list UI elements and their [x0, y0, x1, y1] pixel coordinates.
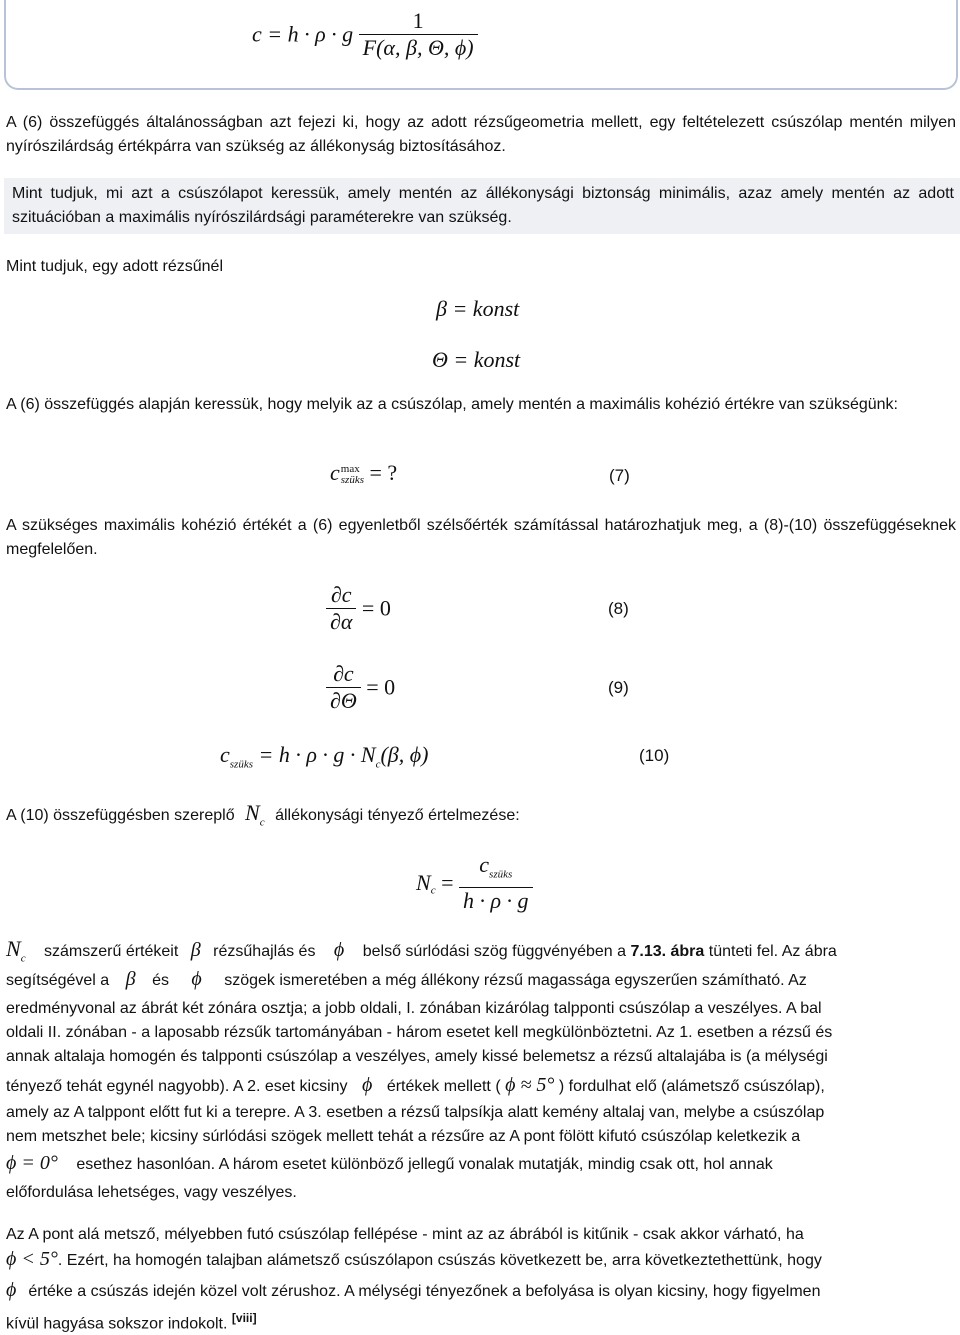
- eq10-rhs: = h · ρ · g · N: [258, 742, 376, 767]
- formula-numerator: 1: [359, 8, 478, 35]
- eq8-rhs: = 0: [361, 595, 391, 621]
- eqnc-den: h · ρ · g: [463, 888, 529, 914]
- p8-line-2: ϕ < 5°. Ezért, ha homogén talajban alámetsző csúszólapon csúszás következett be, arra következtethettünk, hogy: [6, 1248, 822, 1270]
- phi-approx-5: ϕ ≈ 5°: [505, 1074, 555, 1096]
- eq7-rhs: = ?: [369, 460, 398, 485]
- p7-line-6: tényező tehát egynél nagyobb). A 2. eset kicsiny ϕ értékek mellett ( ϕ ≈ 5° ) fordulhat elő (alámetsző csúszólap),: [6, 1074, 825, 1096]
- paragraph-1: A (6) összefüggés általánosságban azt fejezi ki, hogy az adott rézsűgeometria mellett, egy feltételezett csúszólap mentén milyen nyírószilárdság értékpárra van szükség az állékonyság biztosításához.: [6, 114, 956, 155]
- p8-line-4: kívül hagyása sokszor indokolt. [viii]: [6, 1311, 257, 1333]
- p7-s2: rézsűhajlás és: [213, 943, 316, 960]
- formula-lhs: c = h · ρ · g: [252, 21, 354, 47]
- equation-10-number: (10): [639, 746, 670, 765]
- equation-7-number: (7): [609, 466, 630, 485]
- p7-line-4: oldali II. zónában - a laposabb rézsűk tartományában - három esetet kell megkülönböztetni. Az 1. esetben a rézsű és: [6, 1024, 833, 1041]
- formula-denominator: F(α, β, Θ, ϕ): [362, 35, 474, 60]
- equation-9: [326, 661, 395, 714]
- phi-eq-0: ϕ = 0°: [6, 1152, 58, 1174]
- paragraph-5: A szükséges maximális kohézió értékét a (6) egyenletből szélsőérték számítással határozhatjuk meg, a (8)-(10) összefüggéseknek megfelelően.: [6, 517, 956, 558]
- p7-line-9: ϕ = 0° esethez hasonlóan. A három esetet különböző jellegű vonalak mutatják, mindig csak ott, hol annak: [6, 1152, 773, 1174]
- p7-line-8: nem metszhet bele; kicsiny súrlódási szögek mellett tehát a rézsűre az A pont fölött kifutó csúszólap keletkezik a: [6, 1128, 801, 1145]
- eq10-sub: szüks: [229, 758, 253, 771]
- p7-phi-symbol: ϕ: [333, 939, 345, 961]
- p7-line-10: előfordulása lehetséges, vagy veszélyes.: [6, 1184, 297, 1201]
- eqnc-num: $c_{szüks}$: [459, 852, 533, 888]
- eq7-sub: szüks: [340, 473, 364, 486]
- p7-line-2: segítségével a β és ϕ szögek ismeretében a még állékony rézsű magassága egyszerűen számítható. Az: [6, 968, 807, 990]
- equation-8: [326, 582, 391, 635]
- p7-beta-symbol-2: β: [125, 968, 136, 990]
- paragraph-4: A (6) összefüggés alapján keressük, hogy melyik az a csúszólap, amely mentén a maximális kohézió értékre van szükségünk:: [6, 396, 898, 413]
- eq7-sup: max: [340, 462, 360, 475]
- equation-9-number: (9): [608, 678, 629, 697]
- eq10-c: c: [220, 742, 230, 767]
- eq7-c: c: [330, 460, 340, 485]
- equation-beta-konst: β = konst: [436, 296, 520, 321]
- eqnc-lhs: N: [416, 870, 431, 896]
- phi-lt-5: ϕ < 5°: [6, 1248, 58, 1270]
- footnote-reference[interactable]: [viii]: [231, 1311, 257, 1325]
- p7-phi-symbol-2: ϕ: [191, 968, 202, 990]
- p7-s3: belső súrlódási szög függvényében a: [362, 943, 627, 960]
- formula-fraction: [359, 8, 478, 61]
- equation-8-number: (8): [608, 599, 629, 618]
- paragraph-2: Mint tudjuk, mi azt a csúszólapot keressük, amely mentén az állékonysági biztonság minimális, azaz amely mentén az adott szituációban a maximális nyírószilárdsági paraméterekre van szükség.: [4, 178, 960, 234]
- eq9-fraction: [326, 661, 361, 714]
- p7-s1: számszerű értékeit: [44, 943, 179, 960]
- eq10-nsub: c: [375, 758, 381, 771]
- paragraph-3: Mint tudjuk, egy adott rézsűnél: [6, 258, 224, 275]
- p7-line-5: annak altalaja homogén és talpponti csúszólap a veszélyes, amely kissé belemetsz a rézsű altalajába is (a mélységi: [6, 1048, 828, 1065]
- eq8-fraction: [326, 582, 356, 635]
- p8-line-3: ϕ értéke a csúszás idején közel volt zérushoz. A mélységi tényezőnek a befolyása is olyan kicsiny, hogy figyelmen: [6, 1279, 821, 1301]
- formula-box: [4, 0, 958, 90]
- formula-c-equals: [252, 8, 478, 61]
- equation-7: [330, 460, 397, 486]
- p6-before: A (10) összefüggésben szereplő: [6, 807, 235, 824]
- p7-line-7: amely az A talppont előtt fut ki a terepre. A 3. esetben a rézsű talpsíkja alatt kemény altalaj van, melybe a csúszólap: [6, 1104, 825, 1121]
- p6-nc-symbol: $N_c$: [245, 800, 265, 829]
- eq8-num: ∂c: [326, 582, 356, 609]
- equation-nc-definition: $N_c$ = $\frac{c_{szüks}}{h \cdot \rho \cdot g}$: [416, 852, 533, 914]
- p7-beta-symbol: β: [190, 939, 201, 961]
- figure-reference: 7.13. ábra: [630, 943, 705, 960]
- equation-10: [220, 742, 428, 770]
- p7-nc-symbol: $N_c$: [6, 936, 26, 965]
- eq10-args: (β, ϕ): [380, 742, 429, 767]
- p8-line-1: Az A pont alá metsző, mélyebben futó csúszólap fellépése - mint az az ábrából is kitűnik - csak akkor várható, ha: [6, 1226, 804, 1243]
- p7-line-1: [6, 936, 956, 964]
- p6-after: állékonysági tényező értelmezése:: [275, 807, 520, 824]
- equation-theta-konst: Θ = konst: [432, 347, 521, 372]
- eqnc-fraction: [459, 852, 533, 914]
- eq9-den: ∂Θ: [330, 688, 357, 713]
- p7-line-3: eredményvonal az ábrát két zónára osztja; a jobb oldali, I. zónában kizárólag talpponti csúszólap a veszélyes. A bal: [6, 1000, 822, 1017]
- eq9-num: ∂c: [326, 661, 361, 688]
- paragraph-6: [6, 800, 520, 828]
- p7-s4: tünteti fel. Az ábra: [708, 943, 837, 960]
- eq8-den: ∂α: [330, 609, 353, 634]
- eq9-rhs: = 0: [366, 674, 396, 700]
